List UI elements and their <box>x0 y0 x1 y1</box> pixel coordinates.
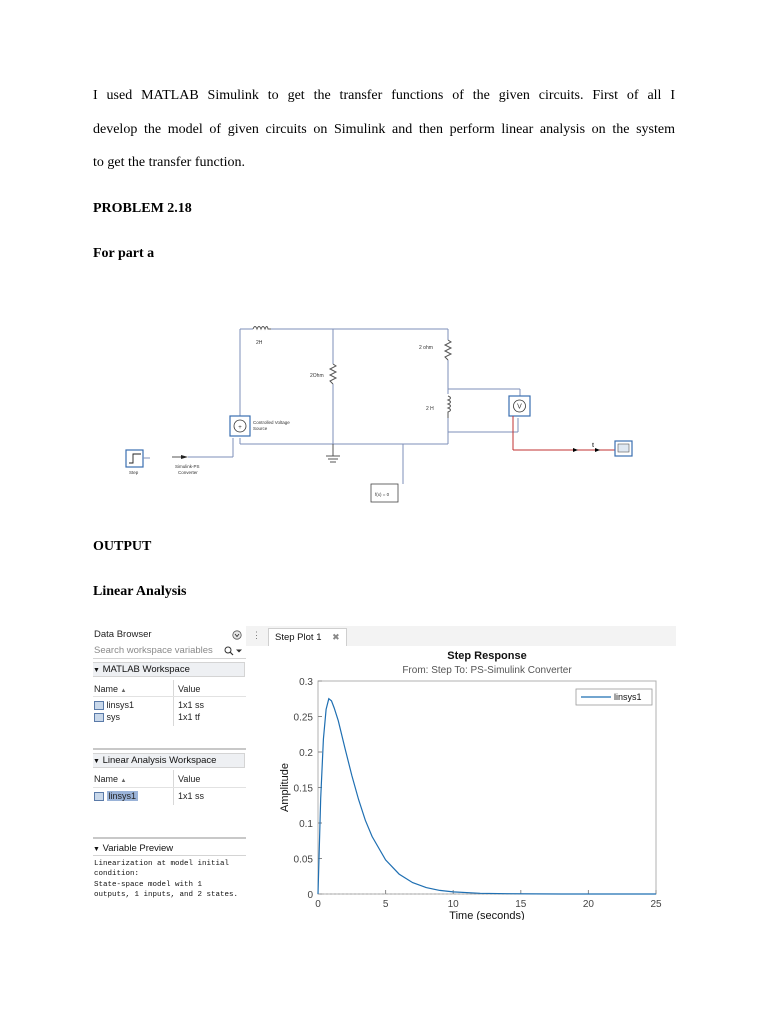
legend-label: linsys1 <box>614 692 642 702</box>
y-tick-label: 0.05 <box>293 854 313 866</box>
var-value: 1x1 tf <box>178 712 201 722</box>
options-icon[interactable] <box>232 630 242 640</box>
matlab-workspace-section[interactable] <box>93 662 245 677</box>
y-tick-label: 0.15 <box>293 783 313 795</box>
label-step: Step <box>129 470 139 475</box>
plot-axes-box <box>318 681 656 894</box>
svg-text:+: + <box>238 425 242 431</box>
search-icon[interactable] <box>224 646 234 656</box>
col-name-header[interactable]: Name ▲ <box>94 774 127 784</box>
x-tick-label: 10 <box>447 899 459 910</box>
close-icon[interactable]: ✖ <box>332 632 340 642</box>
variable-preview-title: Variable Preview <box>102 843 174 854</box>
y-axis-label: Amplitude <box>279 763 291 812</box>
voltage-source-icon <box>230 416 250 436</box>
x-tick-label: 15 <box>515 899 527 910</box>
var-row[interactable] <box>94 712 120 723</box>
label-inductor-right: 2 H <box>426 406 434 412</box>
variable-icon <box>94 713 104 722</box>
intro-line-3: to get the transfer function. <box>93 155 246 170</box>
variable-icon <box>94 792 104 801</box>
y-tick-label: 0.3 <box>299 677 313 688</box>
data-browser-title: Data Browser <box>94 629 152 640</box>
x-tick-label: 25 <box>650 899 662 910</box>
variable-icon <box>94 701 104 710</box>
y-tick-label: 0.1 <box>299 819 313 830</box>
preview-line: condition: <box>94 870 140 878</box>
preview-line: Linearization at model initial <box>94 860 230 868</box>
label-output-signal: t <box>592 443 594 449</box>
label-solver: f(x) = 0 <box>375 492 390 497</box>
plot-area <box>246 646 676 920</box>
expand-arrow-icon: ▼ <box>93 667 100 674</box>
label-converter-2: Converter <box>178 470 198 475</box>
label-source-1: Controlled Voltage <box>253 420 290 425</box>
col-value-header[interactable]: Value <box>178 684 201 694</box>
var-value: 1x1 ss <box>178 791 205 801</box>
var-name-selected: linsys1 <box>108 791 137 801</box>
intro-line-1: I used MATLAB Simulink to get the transfer functions of the given circuits. First of all I <box>93 88 675 103</box>
data-browser-header <box>93 628 246 642</box>
col-value-header[interactable]: Value <box>178 774 201 784</box>
x-axis-label: Time (seconds) <box>449 910 525 920</box>
chevron-down-icon[interactable] <box>236 648 242 654</box>
label-resistor-middle: 2Ohm <box>310 373 324 379</box>
label-converter-1: Simulink-PS <box>175 464 200 469</box>
label-resistor-right-top: 2 ohm <box>419 345 433 351</box>
x-tick-label: 5 <box>382 899 389 910</box>
circuit-diagram <box>93 300 675 510</box>
expand-arrow-icon: ▼ <box>93 846 100 853</box>
var-row[interactable] <box>94 791 138 802</box>
chart-subtitle: From: Step To: PS-Simulink Converter <box>402 665 572 676</box>
voltage-sensor-label: V <box>517 403 522 411</box>
scope-icon <box>615 441 632 456</box>
y-tick-label: 0.25 <box>293 712 313 724</box>
linear-analysis-window <box>93 626 676 920</box>
y-tick-label: 0 <box>307 890 313 901</box>
preview-line: outputs, 1 inputs, and 2 states. <box>94 891 239 899</box>
linear-analysis-heading: Linear Analysis <box>93 584 187 599</box>
x-tick-label: 0 <box>315 899 321 910</box>
preview-line: State-space model with 1 <box>94 881 203 889</box>
step-response-chart <box>246 646 676 920</box>
voltage-sensor-icon <box>509 396 530 416</box>
matlab-workspace-title: MATLAB Workspace <box>102 664 190 675</box>
var-name: linsys1 <box>106 700 135 710</box>
col-name-header[interactable]: Name ▲ <box>94 684 127 694</box>
label-inductor-top: 2H <box>256 340 263 346</box>
output-heading: OUTPUT <box>93 539 152 554</box>
label-source-2: Source <box>253 426 268 431</box>
search-input[interactable]: Search workspace variables <box>94 645 213 656</box>
search-row <box>93 644 246 659</box>
intro-line-2: develop the model of given circuits on Simulink and then perform linear analysis on the system <box>93 122 675 137</box>
data-browser-panel <box>93 626 247 920</box>
linear-workspace-section[interactable] <box>93 753 245 768</box>
part-heading: For part a <box>93 246 155 261</box>
tab-label: Step Plot 1 <box>275 632 322 643</box>
var-name: sys <box>106 712 121 722</box>
variable-preview-section[interactable] <box>93 842 244 855</box>
var-value: 1x1 ss <box>178 700 205 710</box>
tab-step-plot-1[interactable] <box>268 628 347 646</box>
linear-workspace-title: Linear Analysis Workspace <box>102 755 217 766</box>
problem-heading: PROBLEM 2.18 <box>93 201 192 216</box>
y-tick-label: 0.2 <box>299 748 313 759</box>
chart-title: Step Response <box>447 650 527 662</box>
panel-handle-icon[interactable]: ⋮ <box>252 630 261 640</box>
var-row[interactable] <box>94 700 134 711</box>
step-block-icon <box>126 450 143 467</box>
x-tick-label: 20 <box>582 899 594 910</box>
plot-panel <box>246 626 676 920</box>
expand-arrow-icon: ▼ <box>93 758 100 765</box>
